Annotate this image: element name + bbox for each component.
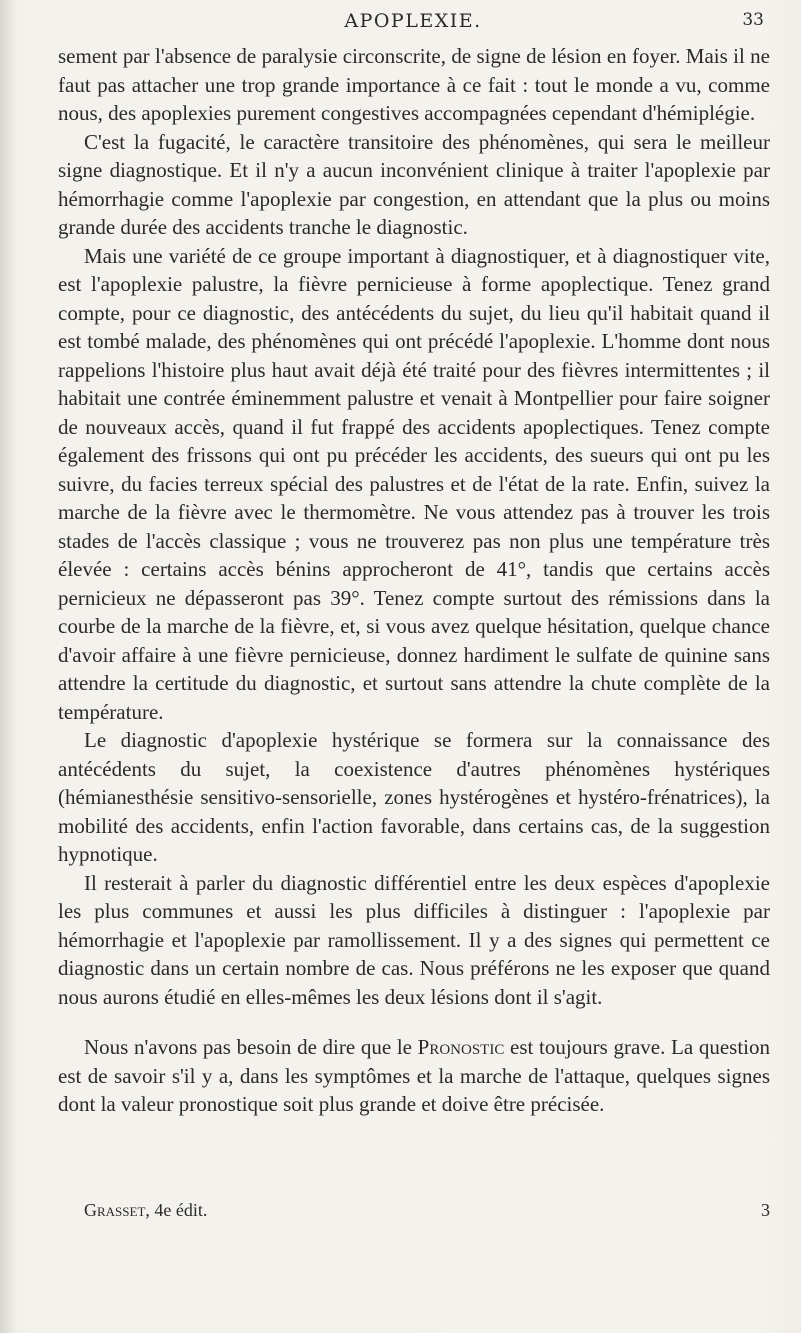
- running-title: APOPLEXIE.: [344, 10, 482, 32]
- paragraph-prognosis: [58, 1033, 770, 1119]
- signature-author: Grasset: [84, 1200, 146, 1220]
- paragraph-palustre: Mais une variété de ce groupe important à diagnostiquer, et à diagnostiquer vite, est l'apoplexie palustre, la fièvre pernicieuse à forme apoplectique. Tenez grand compte, pour ce diagnostic, des antécédents du sujet, du lieu qu'il habitait quand il est tombé malade, des phénomènes qui ont précédé l'apoplexie. L'homme dont nous rappelions l'histoire plus haut avait déjà été traité pour des fièvres intermittentes ; il habitait une contrée éminemment palustre et venait à Montpellier pour faire soigner de nouveaux accès, quand il fut frappé des accidents apoplectiques. Tenez compte également des frissons qui ont pu précéder les accidents, des sueurs qui ont pu les suivre, du facies terreux spécial des palustres et de l'état de la rate. Enfin, suivez la marche de la fièvre avec le thermomètre. Ne vous attendez pas à trouver les trois stades de l'accès classique ; vous ne trouverez pas non plus une température très élevée : certains accès bénins approcheront de 41°, tandis que certains accès pernicieux ne dépasseront pas 39°. Tenez compte surtout des rémissions dans la courbe de la marche de la fièvre, et, si vous avez quelque hésitation, quelque chance d'avoir affaire à une fièvre pernicieuse, donnez hardiment le sulfate de quinine sans attendre la certitude du diagnostic, et surtout sans attendre la chute complète de la température.: [58, 243, 770, 724]
- paragraph-fugacity: C'est la fugacité, le caractère transitoire des phénomènes, qui sera le meilleur signe diagnostique. Et il n'y a aucun inconvénient clinique à traiter l'apoplexie par hémorrhagie comme l'apoplexie par congestion, en attendant que la plus ou moins grande durée des accidents tranche le diagnostic.: [58, 129, 770, 239]
- page-header: [58, 10, 768, 36]
- page-number: 33: [742, 10, 764, 30]
- prognosis-term: Pronostic: [417, 1035, 505, 1059]
- prognosis-text-before: Nous n'avons pas besoin de dire que le: [84, 1035, 418, 1059]
- paragraph-differential-diagnosis: Il resterait à parler du diagnostic différentiel entre les deux espèces d'apoplexie les plus communes et aussi les plus difficiles à distinguer : l'apoplexie par hémorrhagie et l'apoplexie par ramollissement. Il y a des signes qui permettent ce diagnostic dans un certain nombre de cas. Nous préférons ne les exposer que quand nous aurons étudié en elles-mêmes les deux lésions dont il s'agit.: [58, 870, 770, 1009]
- signature-edition: , 4e édit.: [145, 1200, 208, 1220]
- prognosis-text-after: est toujours grave. La question est de savoir s'il y a, dans les symptômes et la marche de l'attaque, quelques signes dont la valeur pronostique soit plus grande et doive être précisée.: [58, 1035, 770, 1116]
- signature-line: [84, 1200, 207, 1221]
- page-gutter-shadow: [0, 0, 14, 1333]
- body-text: [58, 42, 770, 1119]
- page-footer: [84, 1200, 774, 1226]
- signature-mark: 3: [761, 1200, 770, 1220]
- paragraph-hysterical-apoplexy: Le diagnostic d'apoplexie hystérique se formera sur la connaissance des antécédents du sujet, la coexistence d'autres phénomènes hystériques (hémianesthésie sensitivo-sensorielle, zones hystérogènes et hystéro-frénatrices), la mobilité des accidents, enfin l'action favorable, dans certains cas, de la suggestion hypnotique.: [58, 728, 770, 866]
- paragraph-hysteria-continued: sement par l'absence de paralysie circonscrite, de signe de lésion en foyer. Mais il ne faut pas attacher une trop grande importance à ce fait : tout le monde a vu, comme nous, des apoplexies purement congestives accompagnées cependant d'hémiplégie.: [58, 44, 770, 125]
